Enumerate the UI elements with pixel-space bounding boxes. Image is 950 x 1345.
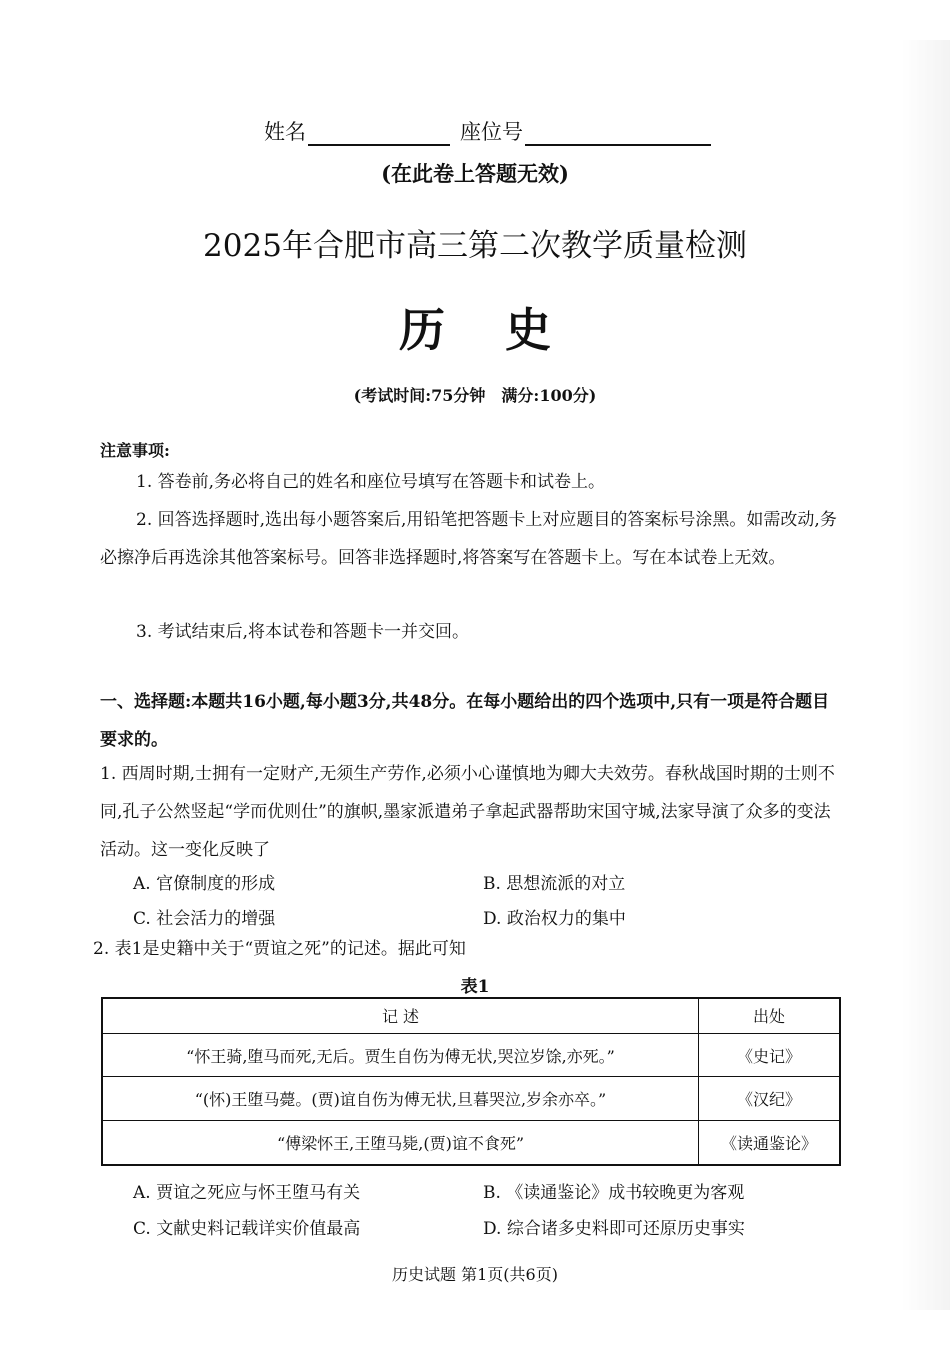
q2-option-c[interactable]: C. 文献史料记载详实价值最高: [133, 1219, 361, 1239]
q1-option-a[interactable]: A. 官僚制度的形成: [133, 874, 276, 894]
q1-option-c[interactable]: C. 社会活力的增强: [133, 909, 276, 929]
subject-title: 历史: [399, 303, 611, 357]
q1-option-b[interactable]: B. 思想流派的对立: [483, 874, 626, 894]
table-cell-record: “(怀)王堕马薨。(贾)谊自伤为傅无状,旦暮哭泣,岁余亦卒。”: [102, 1077, 699, 1121]
question-1-options-row-2: [133, 904, 833, 929]
question-2-options-row-1: [133, 1178, 833, 1203]
q2-option-a[interactable]: A. 贾谊之死应与怀王堕马有关: [133, 1183, 361, 1203]
table-cell-record: “怀王骑,堕马而死,无后。贾生自伤为傅无状,哭泣岁馀,亦死。”: [102, 1033, 699, 1077]
notice-item-1: 1. 答卷前,务必将自己的姓名和座位号填写在答题卡和试卷上。: [136, 472, 606, 492]
name-label: 姓名: [264, 120, 306, 144]
exam-info: [0, 383, 950, 406]
table-row: [102, 1077, 840, 1121]
student-info-row: [264, 116, 721, 146]
notice-title: 注意事项:: [100, 441, 170, 460]
question-2-options-row-2: [133, 1214, 833, 1239]
time-info: (考试时间:75分钟: [353, 386, 486, 405]
table-caption: 表1: [460, 977, 490, 997]
table-cell-source: 《读通鉴论》: [699, 1121, 841, 1165]
question-2-stem: 2. 表1是史籍中关于“贾谊之死”的记述。据此可知: [93, 939, 466, 959]
seat-blank[interactable]: [525, 122, 711, 146]
name-blank[interactable]: [308, 122, 450, 146]
table-cell-source: 《汉纪》: [699, 1077, 841, 1121]
notice-item-2: 2. 回答选择题时,选出每小题答案后,用铅笔把答题卡上对应题目的答案标号涂黑。如需改动,务必擦净后再选涂其他答案标号。回答非选择题时,将答案写在答题卡上。写在本试卷上无效。: [100, 510, 837, 568]
section-heading: 一、选择题:本题共16小题,每小题3分,共48分。在每小题给出的四个选项中,只有一项是符合题目要求的。: [100, 692, 830, 750]
exam-title: 2025年合肥市高三第二次教学质量检测: [203, 228, 747, 264]
table-row: [102, 1121, 840, 1165]
q1-option-d[interactable]: D. 政治权力的集中: [483, 909, 626, 929]
score-info: 满分:100分): [501, 386, 597, 405]
seat-label: 座位号: [460, 120, 523, 144]
question-1-stem: 1. 西周时期,士拥有一定财产,无须生产劳作,必须小心谨慎地为卿大夫效劳。春秋战国时期的士则不同,孔子公然竖起“学而优则仕”的旗帜,墨家派遣弟子拿起武器帮助宋国守城,法家导演了众多的变法活动。这一变化反映了: [100, 764, 835, 860]
table-row: [102, 1033, 840, 1077]
q2-option-d[interactable]: D. 综合诸多史料即可还原历史事实: [483, 1219, 745, 1239]
table-header-row: [102, 998, 840, 1033]
history-table: [101, 997, 841, 1166]
question-1-options-row-1: [133, 869, 833, 894]
table-header-source: 出处: [699, 998, 841, 1033]
page-footer: 历史试题 第1页(共6页): [392, 1265, 558, 1284]
table-cell-record: “傅梁怀王,王堕马毙,(贾)谊不食死”: [102, 1121, 699, 1165]
table-header-record: 记 述: [102, 998, 699, 1033]
notice-item-3: 3. 考试结束后,将本试卷和答题卡一并交回。: [136, 622, 470, 642]
table-cell-source: 《史记》: [699, 1033, 841, 1077]
invalid-note: (在此卷上答题无效): [381, 161, 569, 186]
q2-option-b[interactable]: B. 《读通鉴论》成书较晚更为客观: [483, 1183, 745, 1203]
